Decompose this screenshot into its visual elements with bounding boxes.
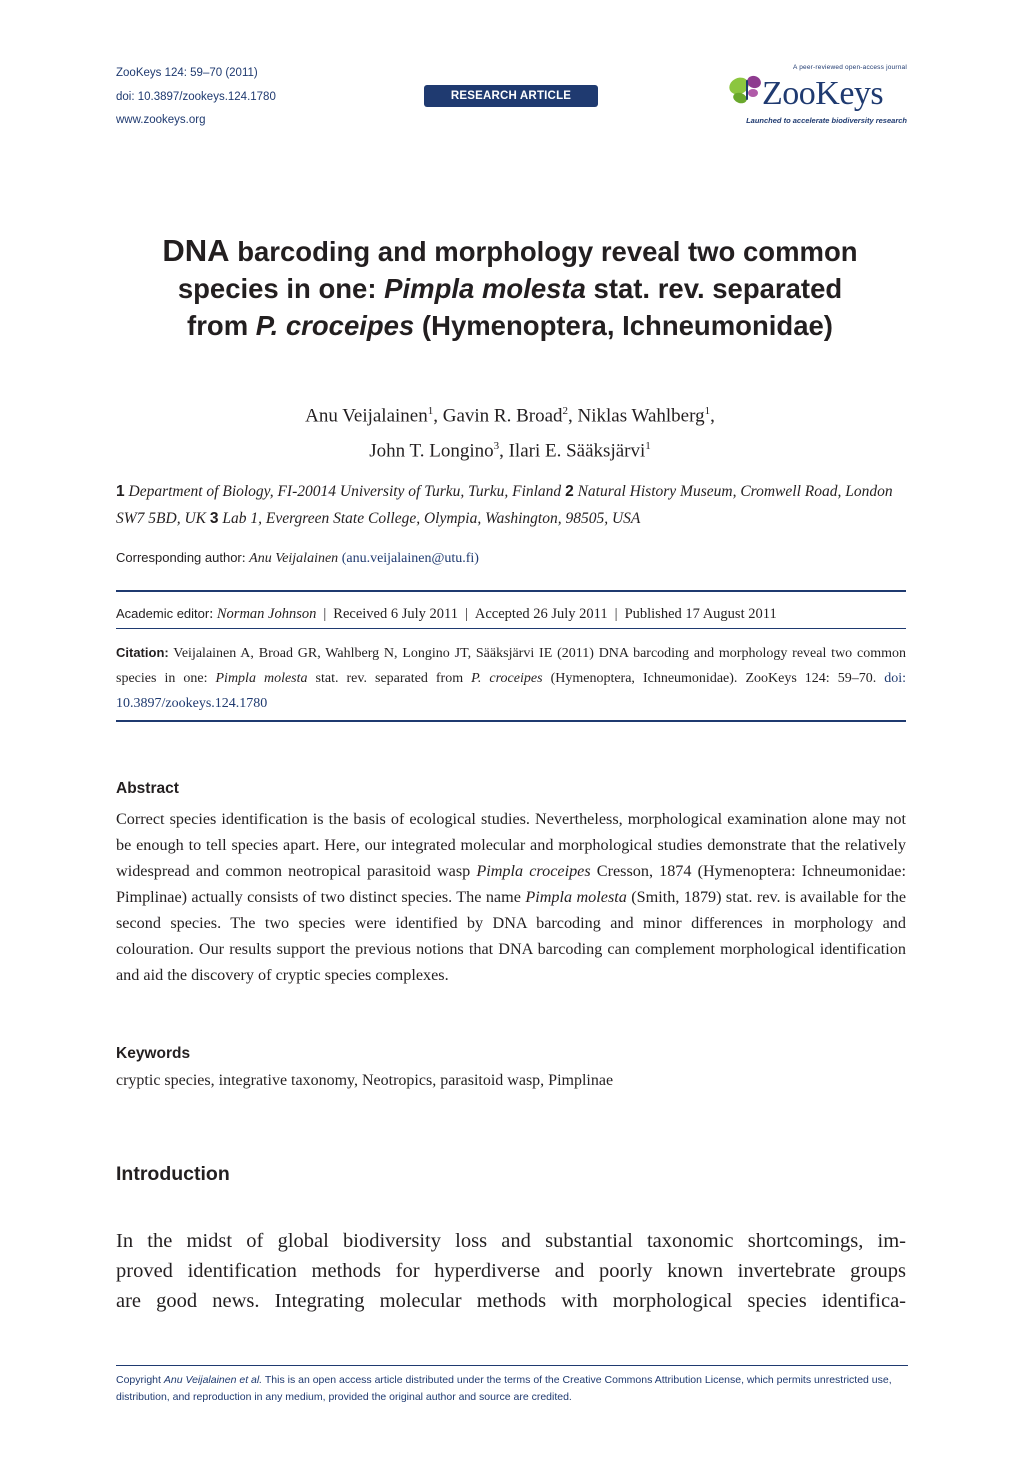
abstract-species: Pimpla molesta <box>525 888 627 906</box>
affiliation-text: Lab 1, Evergreen State College, Olympia, Washington, 98505, USA <box>218 510 641 527</box>
introduction-line: In the midst of global biodiversity loss and substantial taxonomic shortcomings, im- <box>116 1230 906 1252</box>
separator: | <box>464 606 468 622</box>
abstract-species: Pimpla croceipes <box>476 862 591 880</box>
copyright-text: This is an open access article distributed under the terms of the Creative Commons Attribution License, which permits unrestricted use, distribution, and reproduction in any medium, provided the original author and source are credited. <box>116 1374 892 1403</box>
introduction-heading: Introduction <box>116 1163 230 1185</box>
title-line1: barcoding and morphology reveal two common <box>229 236 858 267</box>
title-species-1: Pimpla molesta <box>384 273 586 304</box>
journal-reference: ZooKeys 124: 59–70 (2011) <box>116 67 258 79</box>
abstract-text: (Smith, 1879) stat. rev. is available for the second species. The two species were identified by DNA barcoding and minor differences in morphology and colouration. Our results support the previous notions that DNA barcoding can complement morphological identification and aid the discovery of cryptic species complexes. <box>116 888 907 984</box>
copyright-authors: Anu Veijalainen et al. <box>163 1374 263 1386</box>
received-date: Received 6 July 2011 <box>333 606 458 622</box>
article-dates <box>116 604 906 624</box>
separator: | <box>614 606 618 622</box>
published-date: Published 17 August 2011 <box>624 606 777 622</box>
affiliations <box>116 478 908 532</box>
abstract-heading: Abstract <box>116 780 179 797</box>
citation-text: (Hymenoptera, Ichneumonidae). ZooKeys 124: 59–70. <box>542 671 885 686</box>
citation-doi-link[interactable]: doi: 10.3897/zookeys.124.1780 <box>116 671 907 711</box>
affiliation-text: Department of Biology, FI-20014 University of Turku, Turku, Finland <box>124 483 566 500</box>
butterfly-icon <box>727 72 767 108</box>
author-affil-number: 1 <box>645 440 651 453</box>
affiliation-number: 1 <box>116 483 125 500</box>
editor-label: Academic editor <box>116 606 210 621</box>
corresponding-email-link[interactable]: (anu.veijalainen@utu.fi) <box>338 551 479 566</box>
divider <box>116 628 906 629</box>
editor-name: Norman Johnson <box>216 606 317 622</box>
corresponding-author <box>116 548 479 569</box>
accepted-date: Accepted 26 July 2011 <box>474 606 608 622</box>
footer-divider <box>116 1365 908 1366</box>
keywords-list: cryptic species, integrative taxonomy, Neotropics, parasitoid wasp, Pimplinae <box>116 1072 614 1089</box>
title-line3b: (Hymenoptera, Ichneumonidae) <box>414 310 833 341</box>
author-separator: , <box>710 405 715 427</box>
introduction-body <box>116 1226 906 1316</box>
keywords-heading: Keywords <box>116 1045 191 1062</box>
author-name: , Ilari E. Sääksjärvi <box>499 440 646 462</box>
article-title <box>100 232 920 344</box>
title-line3a: from <box>187 310 256 341</box>
author-name: John T. Longino <box>369 440 494 462</box>
copyright-label: Copyright <box>116 1374 164 1386</box>
divider <box>116 590 906 592</box>
logo-tagline: Launched to accelerate biodiversity research <box>746 116 907 125</box>
introduction-line: are good news. Integrating molecular methods with morphological species identifica- <box>116 1290 906 1312</box>
citation-label: Citation: <box>116 645 169 660</box>
citation-block <box>116 640 906 716</box>
author-affil-number: 1 <box>427 405 434 417</box>
title-bold-word: DNA <box>162 233 230 268</box>
title-species-2: P. croceipes <box>255 310 415 341</box>
affiliation-number: 2 <box>565 483 574 500</box>
citation-species: Pimpla molesta <box>215 671 308 686</box>
author-list <box>110 396 910 467</box>
editor-colon: : <box>209 606 217 622</box>
author-name: Anu Veijalainen <box>305 405 428 427</box>
title-line2b: stat. rev. separated <box>585 273 843 304</box>
corresponding-colon: : <box>241 551 250 566</box>
author-name: , Gavin R. Broad <box>433 405 563 427</box>
affiliation-text: Natural History Museum, Cromwell Road, London SW7 5BD, UK <box>116 483 893 527</box>
citation-text: Veijalainen A, Broad GR, Wahlberg N, Longino JT, Sääksjärvi IE (2011) DNA barcoding and morphology reveal two common species in one: <box>116 646 906 686</box>
citation-species: P. croceipes <box>471 671 543 686</box>
title-line2a: species in one: <box>177 273 385 304</box>
author-affil-number: 3 <box>493 440 500 453</box>
logo-tagline-top: A peer-reviewed open-access journal <box>793 64 907 71</box>
author-affil-number: 1 <box>704 405 711 417</box>
abstract-body <box>116 806 906 988</box>
citation-text: stat. rev. separated from <box>307 671 472 686</box>
introduction-line: proved identification methods for hyperdiverse and poorly known invertebrate groups <box>116 1260 906 1282</box>
author-name: , Niklas Wahlberg <box>568 405 705 427</box>
corresponding-label: Corresponding author <box>116 550 242 565</box>
affiliation-number: 3 <box>209 510 219 527</box>
abstract-text: Cresson, 1874 (Hymenoptera: Ichneumonidae: Pimplinae) actually consists of two distinct species. The name <box>116 862 906 906</box>
zookeys-logo[interactable]: ZooKeys <box>762 75 884 112</box>
article-type-badge: RESEARCH ARTICLE <box>424 85 598 107</box>
divider <box>116 720 906 722</box>
copyright-notice <box>116 1372 908 1406</box>
abstract-text: Correct species identification is the basis of ecological studies. Nevertheless, morphological examination alone may not be enough to tell species apart. Here, our integrated molecular and morphological studies demonstrate that the relatively widespread and common neotropical parasitoid wasp <box>116 810 906 880</box>
author-affil-number: 2 <box>562 405 569 417</box>
separator: | <box>323 606 327 622</box>
journal-website-link[interactable]: www.zookeys.org <box>116 114 206 126</box>
doi-link[interactable]: doi: 10.3897/zookeys.124.1780 <box>116 91 276 103</box>
corresponding-name: Anu Veijalainen <box>249 551 339 566</box>
